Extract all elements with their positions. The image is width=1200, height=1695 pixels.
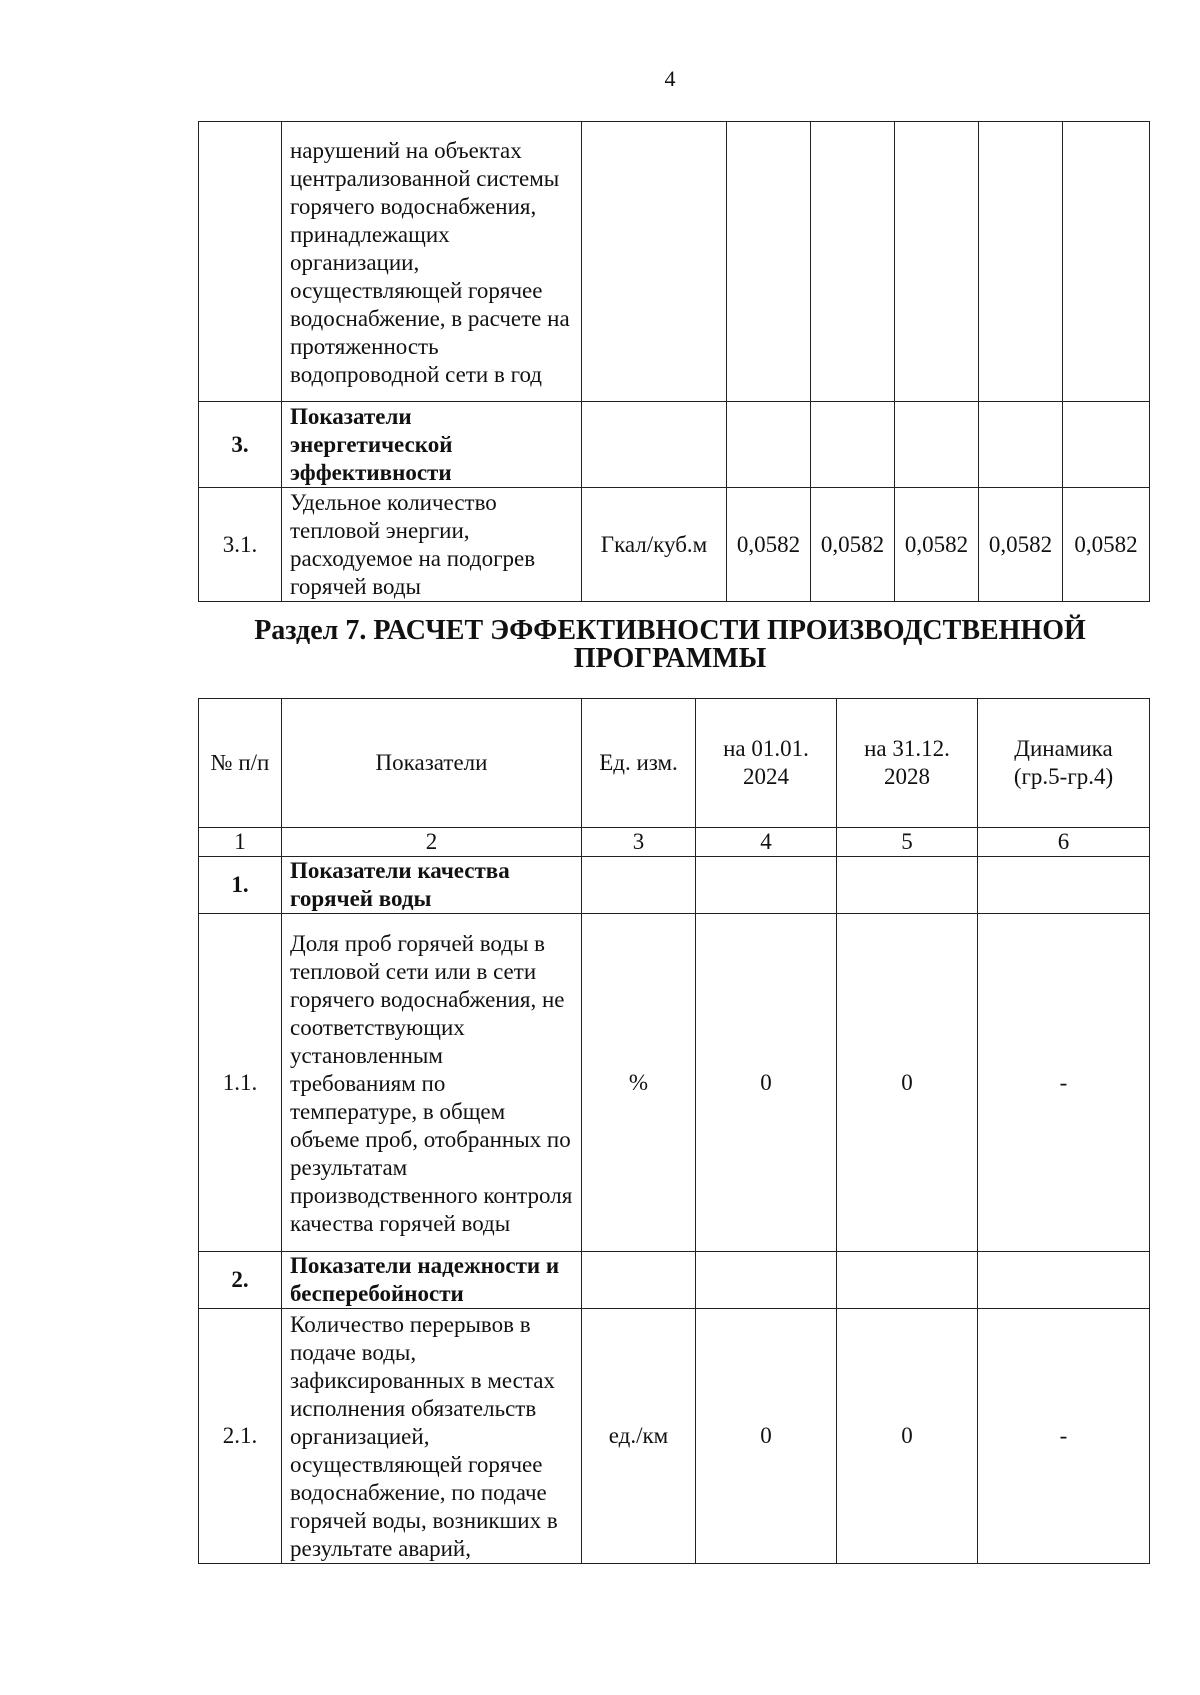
value-cell [837,1252,978,1309]
value-cell: 0 [696,914,837,1252]
value-cell [811,122,895,402]
header-end-date: на 31.12. 2028 [837,699,978,828]
value-cell [811,402,895,488]
row-number: 1.1. [199,914,282,1252]
section-heading: Показатели надежности и бесперебойности [282,1252,582,1309]
table-row [199,488,1150,602]
section-number: 2. [199,1252,282,1309]
value-cell: 0,0582 [979,488,1063,602]
column-number: 2 [282,828,582,857]
table-row [199,1252,1150,1309]
column-number: 3 [582,828,696,857]
unit-cell [582,122,727,402]
page-number: 4 [664,66,676,91]
value-cell: 0,0582 [811,488,895,602]
indicator-name: Количество перерывов в подаче воды, зафиксированных в местах исполнения обязательств организацией, осуществляющей горячее водоснабжение, по подаче горячей воды, возникших в результате аварий, [282,1309,582,1564]
value-cell [1063,122,1150,402]
indicator-name: нарушений на объектах централизованной системы горячего водоснабжения, принадлежащих организации, осуществляющей горячее водоснабжение, в расчете на протяженность водопроводной сети в год [282,122,582,402]
unit-cell [582,402,727,488]
value-cell [978,857,1150,914]
unit-cell: Гкал/куб.м [582,488,727,602]
header-unit: Ед. изм. [582,699,696,828]
table-header-row [199,699,1150,828]
section-number: 3. [199,402,282,488]
value-cell [979,122,1063,402]
unit-cell: % [582,914,696,1252]
table-row [199,1309,1150,1564]
header-dynamics: Динамика (гр.5-гр.4) [978,699,1150,828]
unit-cell: ед./км [582,1309,696,1564]
column-number: 5 [837,828,978,857]
unit-cell [582,857,696,914]
value-cell [727,402,811,488]
value-cell [696,857,837,914]
value-cell: - [978,914,1150,1252]
value-cell [837,857,978,914]
column-number: 1 [199,828,282,857]
indicator-name: Доля проб горячей воды в тепловой сети или в сети горячего водоснабжения, не соответствующих установленным требованиям по температуре, в общем объеме проб, отобранных по результатам производственного контроля качества горячей воды [282,914,582,1252]
value-cell [696,1252,837,1309]
column-number: 4 [696,828,837,857]
section-number: 1. [199,857,282,914]
header-indicators: Показатели [282,699,582,828]
indicator-name: Удельное количество тепловой энергии, расходуемое на подогрев горячей воды [282,488,582,602]
value-cell: 0,0582 [895,488,979,602]
section-title: Раздел 7. РАСЧЕТ ЭФФЕКТИВНОСТИ ПРОИЗВОДСТВЕННОЙ ПРОГРАММЫ [254,615,1086,674]
column-number: 6 [978,828,1150,857]
table-row [199,122,1150,402]
row-number: 2.1. [199,1309,282,1564]
table-row [199,857,1150,914]
indicators-table-continued [198,121,1150,602]
header-number: № п/п [199,699,282,828]
value-cell: 0 [837,1309,978,1564]
table-row [199,402,1150,488]
value-cell [895,122,979,402]
header-start-date: на 01.01. 2024 [696,699,837,828]
value-cell: 0 [837,914,978,1252]
table-row [199,914,1150,1252]
column-number-row [199,828,1150,857]
value-cell: - [978,1309,1150,1564]
value-cell [979,402,1063,488]
value-cell [978,1252,1150,1309]
value-cell: 0 [696,1309,837,1564]
value-cell [727,122,811,402]
value-cell [1063,402,1150,488]
section-heading: Показатели энергетической эффективности [282,402,582,488]
section-heading: Показатели качества горячей воды [282,857,582,914]
unit-cell [582,1252,696,1309]
value-cell: 0,0582 [1063,488,1150,602]
value-cell [895,402,979,488]
value-cell: 0,0582 [727,488,811,602]
efficiency-table [198,698,1150,1564]
row-number: 3.1. [199,488,282,602]
row-number [199,122,282,402]
